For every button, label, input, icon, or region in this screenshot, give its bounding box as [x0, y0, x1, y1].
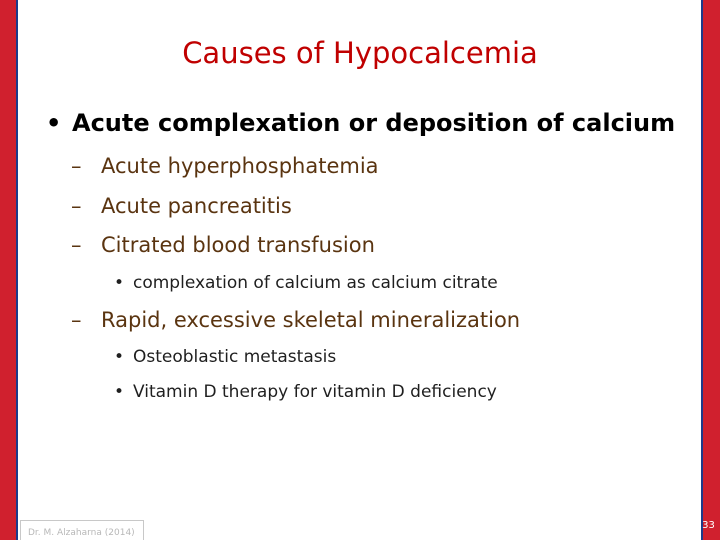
sub-item [71, 233, 375, 257]
bullet-icon: • [114, 382, 125, 402]
sub-sub-item-text: Vitamin D therapy for vitamin D deficiency [133, 382, 497, 402]
sub-item [71, 308, 520, 332]
bullet-icon: • [46, 109, 62, 137]
page-number: 33 [702, 520, 715, 531]
sub-item [71, 154, 379, 178]
sub-item-text: Rapid, excessive skeletal mineralization [101, 308, 521, 332]
sub-item-text: Acute pancreatitis [101, 194, 292, 218]
right-accent-bar [701, 0, 720, 540]
dash-icon: – [71, 154, 82, 178]
main-bullet-text: Acute complexation or deposition of calcium [72, 109, 676, 137]
sub-sub-item [114, 347, 336, 367]
bullet-icon: • [114, 273, 125, 293]
dash-icon: – [71, 308, 82, 332]
main-bullet [46, 109, 675, 137]
bullet-icon: • [114, 347, 125, 367]
sub-sub-item [114, 273, 498, 293]
sub-sub-item-text: Osteoblastic metastasis [133, 347, 337, 367]
sub-item [71, 194, 292, 218]
dash-icon: – [71, 194, 82, 218]
slide-title: Causes of Hypocalcemia [182, 36, 538, 70]
sub-item-text: Acute hyperphosphatemia [101, 154, 379, 178]
footer-credit: Dr. M. Alzaharna (2014) [28, 528, 135, 538]
dash-icon: – [71, 233, 82, 257]
sub-item-text: Citrated blood transfusion [101, 233, 375, 257]
sub-sub-item-text: complexation of calcium as calcium citrate [133, 273, 498, 293]
sub-sub-item [114, 382, 497, 402]
left-accent-bar [0, 0, 18, 540]
